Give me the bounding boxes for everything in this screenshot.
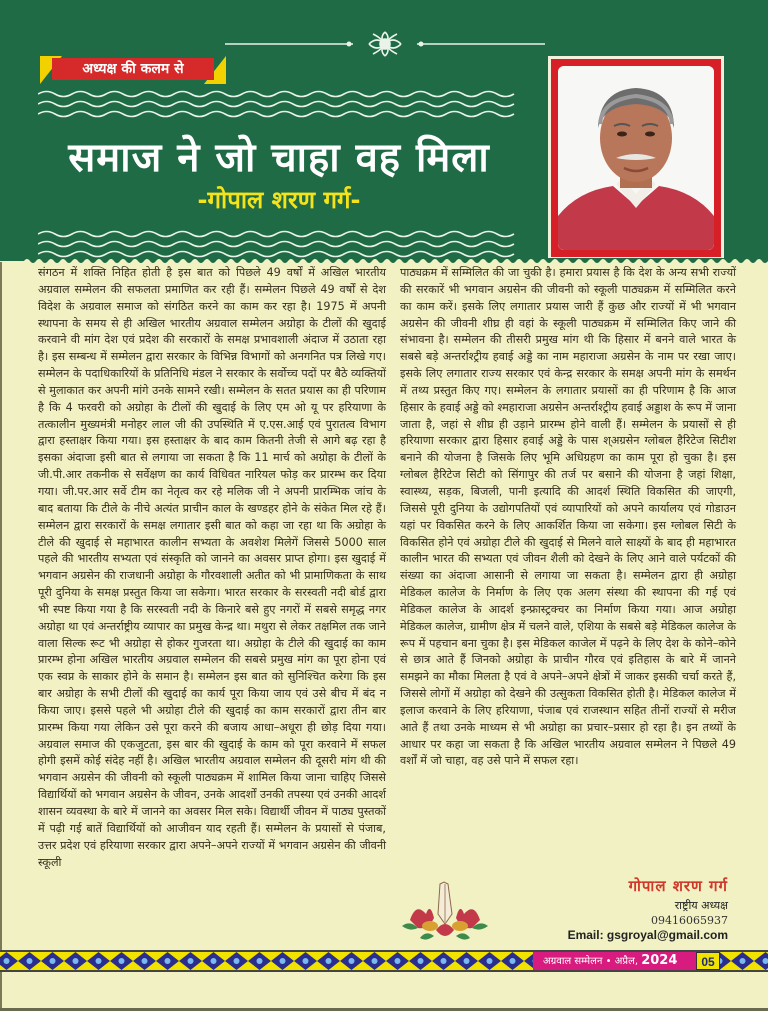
issue-month: अप्रैल, — [614, 956, 639, 967]
section-tag — [40, 56, 226, 84]
section-tag-label: अध्यक्ष की कलम से — [82, 61, 184, 77]
footer-band — [533, 950, 709, 972]
publication-name: अग्रवाल सम्मेलन — [543, 956, 603, 967]
footer-separator: • — [605, 956, 612, 967]
wave-lines-top — [38, 90, 516, 120]
left-page-edge — [0, 262, 2, 1011]
issue-year: 2024 — [641, 953, 678, 968]
signature-block — [568, 876, 728, 942]
signature-role: राष्ट्रीय अध्यक्ष — [674, 899, 728, 912]
namaste-hands-icon — [400, 880, 490, 948]
author-byline: -गोपाल शरण गर्ग- — [197, 186, 361, 214]
author-photo-frame — [548, 56, 724, 260]
article-column-left — [38, 265, 386, 871]
floral-divider-icon — [225, 28, 545, 62]
article-text-left: संगठन में शक्ति निहित होती है इस बात को पिछले 49 वर्षों में अखिल भारतीय अग्रवाल सम्मेलन की सफलता प्रमाणित कर रही हैं। सम्मेलन पिछले 49 वर्षों से देश विदेश के अग्रवाल समाज को संगठित करने का काम कर रहा है। 1975 में अपनी स्थापना के समय से ही अखिल भारतीय अग्रवाल सम्मेलन अग्रोहा के टीलों की खुदाई करवाने वी मांग देश एवं प्रदेश की सरकारों के समक्ष प्रभावशाली अंदाज में उठाता रहा है। इस सम्बन्ध में सम्मेलन द्वारा सरकार के विभिन्न विभागों को अनगनित पत्र लिखे गए। सम्मेलन के पदाधिकारियों के प्रतिनिधि मंडल ने सरकार के सर्वोच्च पदों पर बैठे व्यक्तियों से मुलाकात कर अपनी मांगे उनके सामने रखी। सम्मेलन के सतत प्रयास का ही परिणाम है कि 4 फरवरी को अग्रोहा के टीलों की खुदाई के लिए एम ओ यू पर हरियाणा के तत्कालीन मुख्यमंत्री मनोहर लाल जी की उपस्थिति में ए.एस.आई एवं पुरातत्व विभाग द्वारा हस्ताक्षर किया गया। इस हस्ताक्षर के बाद काम कितनी तेजी से आगे बढ़ रहा है इसका अंदाजा इसी बात से लगाया जा सकता है कि 11 मार्च को अग्रोहा के टीलों के जी.पी.आर तकनीक से सर्वेक्षण का कार्य विधिवत नारियल फोड़ कर प्रारम्भ कर दिया गया। जी.पर.आर सर्वे टीम का नेतृत्व कर रहे मलिक जी ने अपनी प्रारम्भिक जांच के बाद बताया कि टीले के नीचे अत्यंत प्राचीन काल के खण्डहर होने के संकेत मिल रहे हैं। सम्मेलन द्वारा सरकारों के समक्ष लगातार इसी बात को कहा जा रहा था कि अग्रोहा के टीले की खुदाई से महाभारत कालीन सभ्यता के अवशेश मिलेगें जिससे 5000 साल पहले की भारतीय सभ्यता एवं संस्कृति को जानने का अवसर प्राप्त होगा। इस खुदाई में भगवान अग्रसेन की राजधानी अग्रोहा के गौरवशाली अतीत को भी प्रामाणिकता के साथ पूरी दुनिया के समक्ष प्रस्तुत किया जा सकेगा। भारत सरकार के सरस्वती नदी बोर्ड द्वारा भी स्पष्ट किया गया है कि सरस्वती नदी के किनारे बसे हुए नगरों में सबसे समृद्ध नगर अग्रोहा था एवं अन्तर्राष्ट्रीय व्यापार का प्रमुख केन्द्र था। मथुरा से लेकर तक्षमिल तक जाने वाला सिल्क रूट भी अग्रोहा से होकर गुजरता था। अग्रोहा के टीले की खुदाई का काम प्रारम्भ होना अखिल भारतीय अग्रवाल सम्मेलन की सबसे प्रमुख मांग का पूरा होना एवं एक स्वप्न के साकार होने के समान है। सम्मेलन इस बात को सुनिश्चित करेगा कि इस बार अग्रोहा के सभी टीलों की खुदाई का कार्य पूरा किया जाय एवं उसे बीच में बंद न किया जाए। इससे पहले भी अग्रोहा टीले की खुदाई का काम सरकारों द्वारा तीन बार प्रारम्भ किया गया लेकिन उसे पूरा करने की बजाय आधा–अधूरा ही छोड़ दिया गया। अग्रवाल समाज की एकजुटता, इस बार की खुदाई के काम को पूरा करवाने में सफल होगी इसमें कोई संदेह नहीं है। अखिल भारतीय अग्रवाल सम्मेलन की दूसरी मांग थी की भगवान अग्रसेन की जीवनी को स्कूली पाठ्यक्रम में शामिल किया जाना चाहिए जिससे विद्यार्थियों को भगवान अग्रसेन के जीवन, उनके आदर्शों उनकी तपस्या एवं उनकी आदर्श शासन व्यवस्था के बारे में जानने का अवसर मिल सके। विद्यार्थी जीवन में पाठ्य पुस्तकों में पढ़ी गई बातें विद्यार्थियों को आजीवन याद रहती हैं। सम्मेलन के प्रयासों से पंजाब, उत्तर प्रदेश एवं हरियाणा सरकार द्वारा अपने–अपने राज्यों में भगवान अग्रसेन की जीवनी स्कूली — [38, 266, 386, 869]
wave-lines-bottom — [38, 230, 516, 260]
header-banner — [0, 0, 768, 262]
signature-name: गोपाल शरण गर्ग — [628, 877, 728, 895]
page-number: 05 — [696, 952, 720, 970]
signature-phone: 09416065937 — [651, 914, 728, 927]
article-column-right — [400, 265, 736, 770]
portrait-image — [558, 66, 714, 250]
publication-label — [543, 952, 677, 970]
signature-email[interactable]: Email: gsgroyal@gmail.com — [567, 928, 728, 942]
article-text-right: पाठ्यक्रम में सम्मिलित की जा चुकी है। हमारा प्रयास है कि देश के अन्य सभी राज्यों की सरकारें भी भगवान अग्रसेन की जीवनी को स्कूली पाठ्यक्रम में सम्मिलित करने का काम करें। इसके लिए लगातार प्रयास जारी हैं कुछ और राज्यों में भी भगवान अग्रसेन की जीवनी शीघ्र ही वहां के स्कूली पाठ्यक्रम में सम्मिलित किए जाने की संभावना है। सम्मेलन की तीसरी प्रमुख मांग थी कि हिसार में बनने वाले भारत के सबसे बड़े अन्तर्राश्ट्रीय हवाई अड्डे का नाम महाराजा अग्रसेन के नाम पर रखा जाए। इसके लिए लगातार राज्य सरकार एवं केन्द्र सरकार के समक्ष अपनी मांग के समर्थन में तथ्य प्रस्तुत किए गए। सम्मेलन के लगातार प्रयासों का ही परिणाम है कि आज हिसार के हवाई अड्डे को श्महाराजा अग्रसेन अन्तर्राश्ट्रीय हवाई अड्डाश के रूप में जाना जाता है, जहां से शीघ्र ही उड़ाने प्रारम्भ होने वाली हैं। सम्मेलन के प्रयासों से ही हरियाणा सरकार द्वारा हिसार हवाई अड्डे के पास श्अग्रसेन ग्लोबल हैरिटेज सिटीश बनाने की योजना है जिसके लिए भूमि अधिग्रहण का काम पूरा हो चुका है। इस ग्लोबल हैरिटेज सिटी को सिंगापुर की तर्ज पर बसाने की योजना है जहां शिक्षा, स्वास्थ्य, सड़क, बिजली, पानी इत्यादि की आदर्श स्थिति विकसित की जाएगी, जिससे पूरी दुनिया के उद्योगपतियों एवं व्यापारियों को अपने कार्यालय एवं गोडाउन यहां पर विकसित करने के लिए आकर्शित किया जा सकेगा। इस ग्लोबल सिटी के विकसित होने एवं अग्रोहा टीले की खुदाई से मिलने वाले साक्ष्यों के बाद ही महाभारत कालीन भारत की सभ्यता एवं जीवन शैली को देखने के लिए आने वाले पर्यटकों की संख्या का अंदाजा आसानी से लगाया जा सकता है। सम्मेलन द्वारा ही अग्रोहा मेडिकल कालेज के निर्माण के लिए एक अलग संस्था की स्थापना की गई एवं मेडिकल कालेज के आदर्श इन्फ्रास्ट्रक्चर का निर्माण किया गया। आज अग्रोहा मेडिकल कालेज, ग्रामीण क्षेत्र में चलने वाले, एशिया के सबसे बड़े मेडिकल कालेज के रूप में पहचान बना चुका है। इस मेडिकल काजेल में पढ़ने के लिए देश के कोने–कोने से छात्र आते हैं जिनको अग्रोहा के प्राचीन गौरव एवं इतिहास के बारे में जानने समझने का मौका मिलता है एवं वे अपने–अपने क्षेत्रों में जाकर इसकी चर्चा करते हैं, जिससे लोगों में अग्रोहा को देखने की उत्सुकता विकसित होती है। मेडिकल कालेज में इलाज करवाने के लिए हरियाणा, पंजाब एवं राजस्थान सहित तीनों राज्यों से मरीज आते हैं तथा उनके माध्यम से भी अग्रोहा का प्रचार–प्रसार हो रहा है। इन तथ्यों के आधार पर कहा जा सकता है कि अखिल भारतीय अग्रवाल सम्मेलन ने पिछले 49 वर्शों में जो चाहा, वह उसे पाने में सफल रहा। — [400, 266, 736, 768]
page-title: समाज ने जो चाहा वह मिला — [68, 134, 490, 181]
author-photo — [558, 66, 714, 250]
